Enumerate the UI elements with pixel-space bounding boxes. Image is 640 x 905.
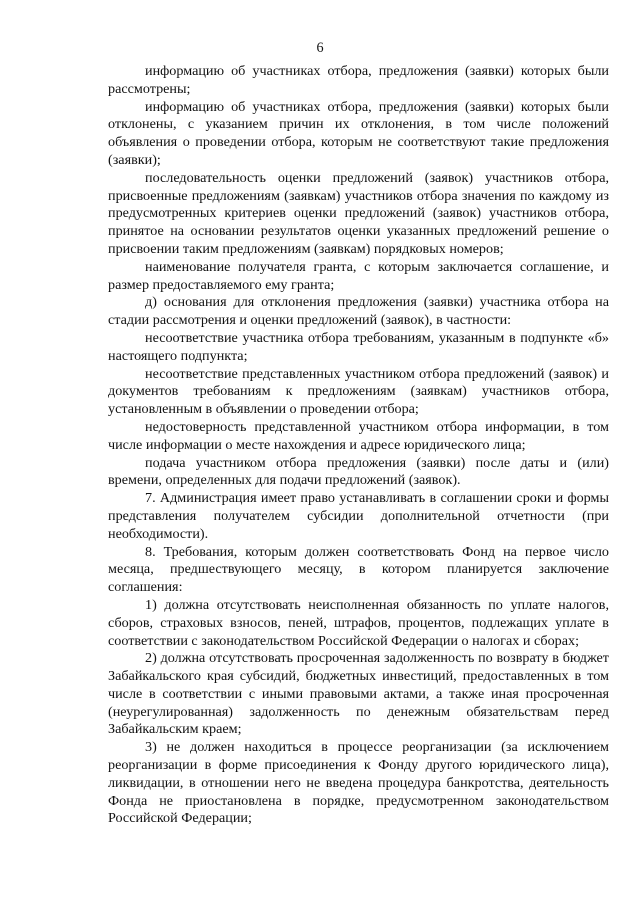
paragraph-evaluation-sequence: последовательность оценки предложений (заявок) участников отбора, присвоенные предложениям (заявкам) участников отбора значения по каждому из предусмотренных критериев оценки предложений (заявок) участников отбора, принятое на основании результатов оценки указанных предложений решение о присвоении таким предложениям (заявкам) порядковых номеров; xyxy=(108,169,609,257)
page-number: 6 xyxy=(316,40,324,56)
paragraph-rejection-grounds: д) основания для отклонения предложения (заявки) участника отбора на стадии рассмотрения и оценки предложений (заявок), в частности: xyxy=(108,294,609,329)
paragraph-requirement-1: 1) должна отсутствовать неисполненная обязанность по уплате налогов, сборов, страховых взносов, пеней, штрафов, процентов, подлежащих уплате в соответствии с законодательством Российской Федерации о налогах и сборах; xyxy=(108,596,609,649)
paragraph-item-7: 7. Администрация имеет право устанавливать в соглашении сроки и формы представления получателем субсидии дополнительной отчетности (при необходимости). xyxy=(108,490,609,542)
paragraph-item-8: 8. Требования, которым должен соответствовать Фонд на первое число месяца, предшествующего месяцу, в котором планируется заключение соглашения: xyxy=(108,543,609,596)
paragraph-requirement-3: 3) не должен находиться в процессе реорганизации (за исключением реорганизации в форме присоединения к Фонду другого юридического лица), ликвидации, в отношении него не введена процедура банкротства, деятельность Фонда не приостановлена в порядке, предусмотренном законодательством Российской Федерации; xyxy=(108,739,609,827)
paragraph-rejected-participants: информацию об участниках отбора, предложения (заявки) которых были отклонены, с указанием причин их отклонения, в том числе положений объявления о проведении отбора, которым не соответствуют такие предложения (заявки); xyxy=(108,98,609,168)
paragraph-unreliable-information: недостоверность представленной участником отбора информации, в том числе информации о месте нахождения и адресе юридического лица; xyxy=(108,418,609,453)
paragraph-requirement-2: 2) должна отсутствовать просроченная задолженность по возврату в бюджет Забайкальского края субсидий, бюджетных инвестиций, предоставленных в том числе в соответствии с иными правовыми актами, а также иная просроченная (неурегулированная) задолженность по денежным обязательствам перед Забайкальским краем; xyxy=(108,650,609,738)
paragraph-grant-recipient: наименование получателя гранта, с которым заключается соглашение, и размер предоставляемого ему гранта; xyxy=(108,258,609,293)
paragraph-late-submission: подача участником отбора предложения (заявки) после даты и (или) времени, определенных для подачи предложений (заявок). xyxy=(108,454,609,489)
document-body xyxy=(108,63,609,828)
paragraph-noncompliance-documents: несоответствие представленных участником отбора предложений (заявок) и документов требованиям к предложениям (заявкам) участников отбора, установленным в объявлении о проведении отбора; xyxy=(108,365,609,418)
paragraph-noncompliance-participant: несоответствие участника отбора требованиям, указанным в подпункте «б» настоящего подпункта; xyxy=(108,329,609,364)
paragraph-considered-participants: информацию об участниках отбора, предложения (заявки) которых были рассмотрены; xyxy=(108,63,609,97)
